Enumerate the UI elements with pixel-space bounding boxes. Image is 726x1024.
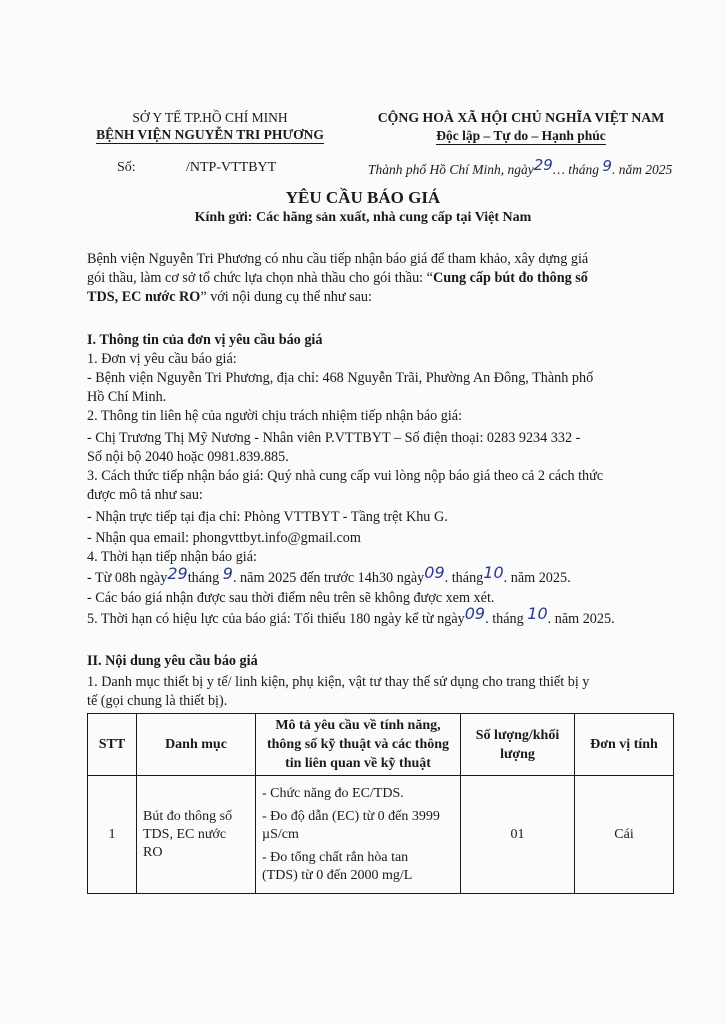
receipt-start-day: 29 [167, 564, 188, 583]
s1-line-2: - Bệnh viện Nguyễn Tri Phương, địa chỉ: 468 Nguyễn Trãi, Phường An Đông, Thành phố [87, 370, 594, 386]
s1-line-7: 3. Cách thức tiếp nhận báo giá: Quý nhà cung cấp vui lòng nộp báo giá theo cả 2 cách thức [87, 468, 604, 484]
s1-line-8: được mô tả như sau: [87, 487, 203, 503]
cell-item-name: Bút đo thông số TDS, EC nước RO [137, 776, 256, 894]
s1-line-10: - Nhận qua email: phongvttbyt.info@gmail.com [87, 530, 361, 546]
col-danh-muc-header: Danh mục [137, 714, 256, 776]
recipient-line: Kính gửi: Các hãng sản xuất, nhà cung cấp tại Việt Nam [194, 210, 532, 225]
s1-line-1: 1. Đơn vị yêu cầu báo giá: [87, 351, 237, 367]
so-code: /NTP-VTTBYT [186, 160, 277, 175]
receipt-end-month: 10 [483, 563, 504, 582]
table-header-row [88, 714, 674, 776]
date-day: 29 [533, 156, 553, 174]
col-so-luong-header: Số lượng/khối lượng [461, 714, 575, 776]
date-month: 9 [602, 157, 612, 175]
intro-line-1: Bệnh viện Nguyễn Tri Phương có nhu cầu tiếp nhận báo giá để tham khảo, xây dựng giá [87, 251, 589, 267]
s1-line-12: - Từ 08h ngày29tháng 9. năm 2025 đến trước 14h30 ngày09. tháng10. năm 2025. [87, 563, 571, 586]
agency-name: SỞ Y TẾ TP.HỒ CHÍ MINH [132, 110, 288, 125]
country-name: CỘNG HOÀ XÃ HỘI CHỦ NGHĨA VIỆT NAM [377, 110, 665, 125]
s1-line-6: Số nội bộ 2040 hoặc 0981.839.885. [87, 449, 289, 465]
s1-line-3: Hồ Chí Minh. [87, 389, 167, 405]
s2-line-1: 1. Danh mục thiết bị y tế/ linh kiện, phụ kiện, vật tư thay thế sử dụng cho trang thiết bị y [87, 674, 590, 690]
cell-specification: - Chức năng đo EC/TDS. - Đo độ dẫn (EC) từ 0 đến 3999 µS/cm - Đo tổng chất rắn hòa tan (TDS) từ 0 đến 2000 mg/L [256, 776, 461, 894]
cell-quantity: 01 [461, 776, 575, 894]
validity-month: 10 [527, 604, 548, 623]
document-title: YÊU CẦU BÁO GIÁ [285, 188, 441, 207]
s1-line-11: 4. Thời hạn tiếp nhận báo giá: [87, 549, 257, 565]
intro-line-2: gói thầu, làm cơ sở tổ chức lựa chọn nhà thầu cho gói thầu: “Cung cấp bút đo thông số [87, 270, 588, 286]
intro-line-3: TDS, EC nước RO” với nội dung cụ thể như sau: [87, 289, 372, 305]
items-table [87, 713, 674, 894]
s1-line-5: - Chị Trương Thị Mỹ Nương - Nhân viên P.VTTBYT – Số điện thoại: 0283 9234 332 - [87, 430, 581, 446]
s1-line-9: - Nhận trực tiếp tại địa chỉ: Phòng VTTBYT - Tầng trệt Khu G. [87, 509, 448, 525]
col-mo-ta-header: Mô tả yêu cầu về tính năng, thông số kỹ thuật và các thông tin liên quan về kỹ thuật [256, 714, 461, 776]
motto: Độc lập – Tự do – Hạnh phúc [436, 128, 606, 143]
section-2-heading: II. Nội dung yêu cầu báo giá [87, 653, 258, 669]
table-row [88, 776, 674, 894]
cell-stt: 1 [88, 776, 137, 894]
receipt-end-day: 09 [424, 563, 445, 582]
col-don-vi-header: Đơn vị tính [575, 714, 674, 776]
date-line: Thành phố Hồ Chí Minh, ngày29… tháng 9. năm 2025 [368, 156, 673, 177]
section-1-heading: I. Thông tin của đơn vị yêu cầu báo giá [87, 332, 323, 348]
so-label: Số: [117, 160, 136, 175]
hospital-name: BỆNH VIỆN NGUYỄN TRI PHƯƠNG [96, 127, 324, 142]
cell-unit: Cái [575, 776, 674, 894]
validity-day: 09 [464, 604, 486, 623]
receipt-start-month: 9 [222, 564, 233, 583]
s1-line-13: - Các báo giá nhận được sau thời điểm nêu trên sẽ không được xem xét. [87, 590, 495, 606]
col-stt-header: STT [88, 714, 137, 776]
s1-line-14: 5. Thời hạn có hiệu lực của báo giá: Tối thiểu 180 ngày kể từ ngày09. tháng 10. năm 2025. [87, 604, 615, 627]
s1-line-4: 2. Thông tin liên hệ của người chịu trách nhiệm tiếp nhận báo giá: [87, 408, 463, 424]
s2-line-2: tế (gọi chung là thiết bị). [87, 693, 228, 709]
